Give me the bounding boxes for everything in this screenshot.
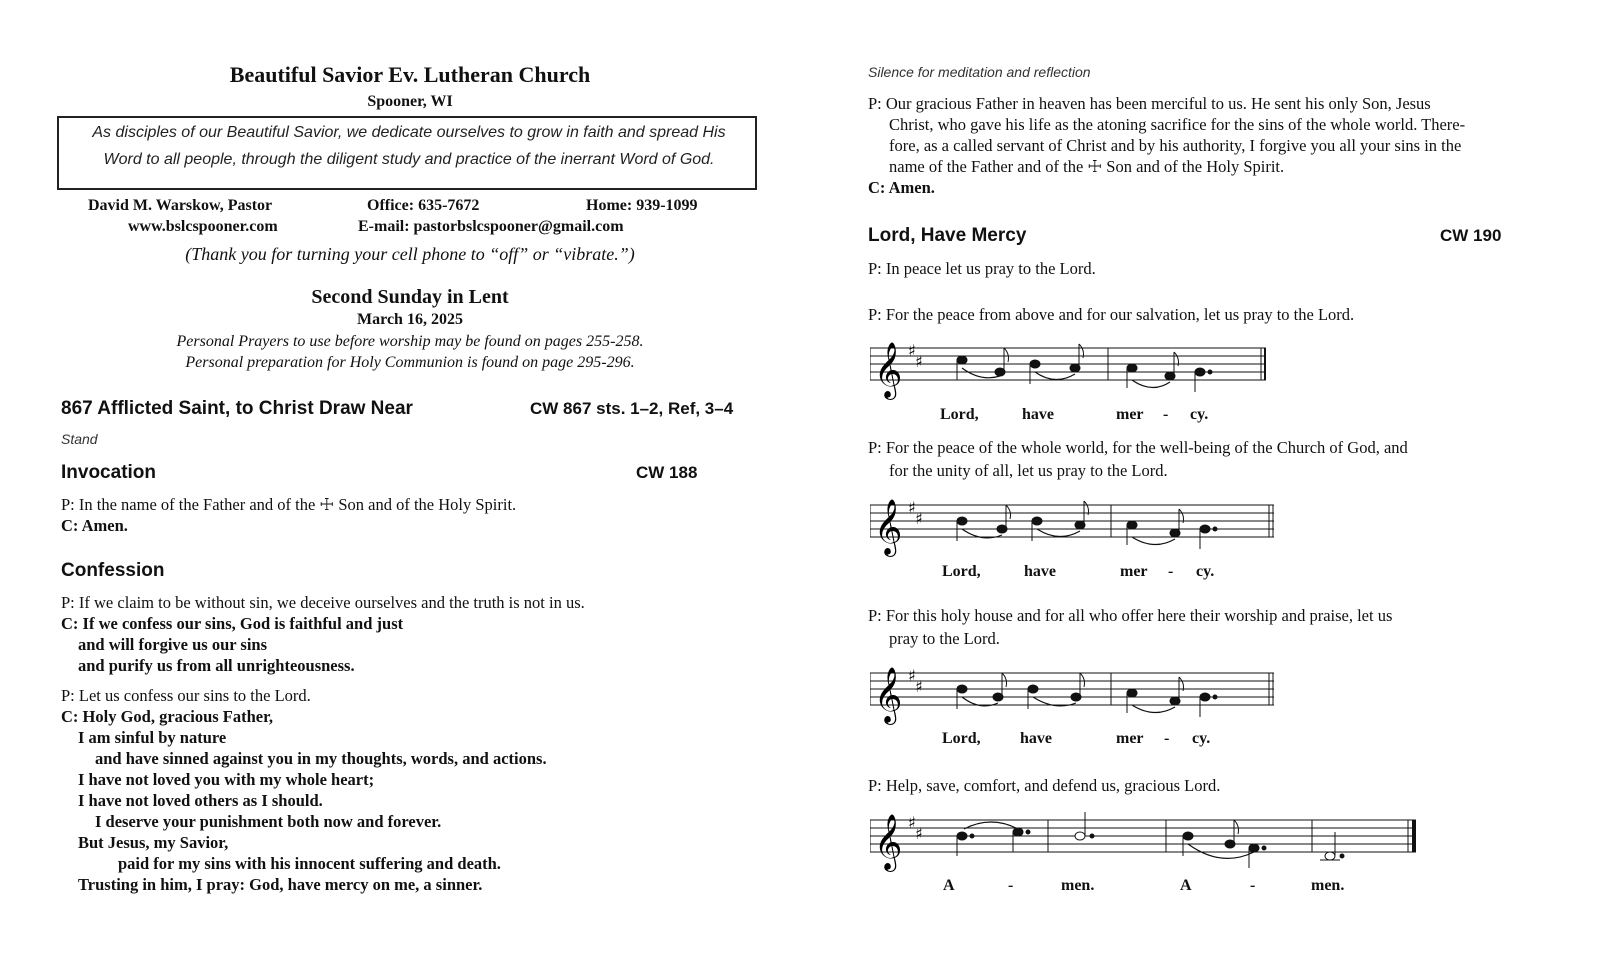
lyric-syllable: Lord, (942, 730, 981, 747)
treble-clef-icon: 𝄞 (874, 667, 903, 723)
website-link[interactable]: www.bslcspooner.com (128, 218, 278, 235)
congregation-line: But Jesus, my Savior, (78, 833, 229, 852)
pastor-line: pray to the Lord. (889, 629, 1000, 648)
congregation-line: Trusting in him, I pray: God, have mercy on me, a sinner. (78, 875, 483, 894)
pastor-line: P: For this holy house and for all who offer here their worship and praise, let us (868, 606, 1393, 625)
pastor-line: P: For the peace of the whole world, for the well-being of the Church of God, and (868, 438, 1408, 457)
pastor-line: Christ, who gave his life as the atoning sacrifice for the sins of the whole world. There- (889, 115, 1466, 134)
sharp-icon: ♯ (908, 341, 916, 360)
lyric-syllable: A (943, 877, 955, 894)
treble-clef-icon: 𝄞 (874, 814, 903, 870)
email-link[interactable]: E-mail: pastorbslcspooner@gmail.com (358, 218, 624, 235)
congregation-line: C: Amen. (868, 178, 935, 197)
kyrie-reference: CW 190 (1440, 226, 1502, 245)
lyric-syllable: men. (1061, 877, 1095, 894)
lyric-syllable: mer (1120, 563, 1148, 580)
congregation-line: I deserve your punishment both now and forever. (95, 812, 442, 831)
confession-heading: Confession (61, 560, 165, 581)
sharp-icon: ♯ (915, 509, 923, 528)
pastor-line: P: In peace let us pray to the Lord. (868, 259, 1096, 278)
pastor-line: for the unity of all, let us pray to the Lord. (889, 461, 1168, 480)
lyric-syllable: Lord, (940, 406, 979, 423)
invocation-reference: CW 188 (636, 463, 698, 482)
pastor-line: fore, as a called servant of Christ and by his authority, I forgive you all your sins in the (889, 136, 1462, 155)
service-title: Second Sunday in Lent (311, 286, 509, 308)
church-name: Beautiful Savior Ev. Lutheran Church (229, 62, 591, 87)
hymn-title: 867 Afflicted Saint, to Christ Draw Near (61, 398, 413, 419)
sharp-icon: ♯ (915, 677, 923, 696)
lyric-syllable: mer (1116, 730, 1144, 747)
lyric-syllable: - (1164, 730, 1170, 747)
congregation-line: and purify us from all unrighteousness. (78, 656, 355, 675)
mission-statement-box (57, 116, 757, 190)
sharp-icon: ♯ (908, 666, 916, 685)
lyric-syllable: - (1008, 877, 1014, 894)
lyric-syllable: men. (1311, 877, 1345, 894)
stand-rubric: Stand (61, 431, 98, 447)
pastor-line: P: Help, save, comfort, and defend us, gracious Lord. (868, 776, 1221, 795)
prep-note: Personal preparation for Holy Communion is found on page 295-296. (185, 354, 635, 371)
prep-note: Personal Prayers to use before worship may be found on pages 255-258. (176, 333, 644, 350)
congregation-line: and will forgive us our sins (78, 635, 268, 654)
mission-line: As disciples of our Beautiful Savior, we dedicate ourselves to grow in faith and spread His (92, 124, 726, 141)
congregation-line: I have not loved others as I should. (78, 791, 323, 810)
pastor-line: P: Let us confess our sins to the Lord. (61, 686, 311, 705)
lyric-syllable: have (1022, 406, 1054, 423)
invocation-heading: Invocation (61, 462, 157, 483)
mission-line: Word to all people, through the diligent study and practice of the inerrant Word of God. (103, 151, 715, 168)
congregation-line: C: Holy God, gracious Father, (61, 707, 274, 726)
lyric-syllable: cy. (1190, 406, 1209, 423)
treble-clef-icon: 𝄞 (874, 499, 903, 555)
congregation-line: paid for my sins with his innocent suffering and death. (118, 854, 501, 873)
lyric-syllable: - (1163, 406, 1169, 423)
pastor-line: P: Our gracious Father in heaven has been merciful to us. He sent his only Son, Jesus (868, 94, 1431, 113)
church-city: Spooner, WI (367, 93, 453, 110)
lyric-syllable: have (1020, 730, 1052, 747)
lyric-syllable: have (1024, 563, 1056, 580)
pastor-name: David M. Warskow, Pastor (88, 197, 273, 214)
service-date: March 16, 2025 (357, 311, 463, 328)
hymn-reference: CW 867 sts. 1–2, Ref, 3–4 (530, 399, 734, 418)
sharp-icon: ♯ (908, 813, 916, 832)
lyric-syllable: cy. (1196, 563, 1215, 580)
home-phone: Home: 939-1099 (586, 197, 698, 214)
congregation-line: C: If we confess our sins, God is faithful and just (61, 614, 404, 633)
music-staff-lord-have-mercy (870, 665, 1280, 755)
sharp-icon: ♯ (915, 824, 923, 843)
kyrie-heading: Lord, Have Mercy (868, 225, 1027, 246)
lyric-syllable: cy. (1192, 730, 1211, 747)
congregation-line: C: Amen. (61, 516, 128, 535)
pastor-line: P: For the peace from above and for our salvation, let us pray to the Lord. (868, 305, 1355, 324)
music-staff-lord-have-mercy (870, 340, 1270, 430)
lyric-syllable: - (1168, 563, 1174, 580)
music-staff-lord-have-mercy (870, 497, 1280, 587)
silence-rubric: Silence for meditation and reflection (868, 64, 1091, 80)
sharp-icon: ♯ (915, 352, 923, 371)
pastor-line: name of the Father and of the ☩ Son and of the Holy Spirit. (889, 157, 1285, 176)
congregation-line: I am sinful by nature (78, 728, 227, 747)
pastor-line: P: In the name of the Father and of the ☩ Son and of the Holy Spirit. (61, 495, 517, 514)
treble-clef-icon: 𝄞 (874, 342, 903, 398)
lyric-syllable: A (1180, 877, 1192, 894)
lyric-syllable: - (1250, 877, 1256, 894)
lyric-syllable: mer (1116, 406, 1144, 423)
congregation-line: and have sinned against you in my thoughts, words, and actions. (95, 749, 547, 768)
lyric-syllable: Lord, (942, 563, 981, 580)
sharp-icon: ♯ (908, 498, 916, 517)
congregation-line: I have not loved you with my whole heart; (78, 770, 375, 789)
cell-phone-note: (Thank you for turning your cell phone to “off” or “vibrate.”) (185, 244, 635, 264)
office-phone: Office: 635-7672 (367, 197, 480, 214)
pastor-line: P: If we claim to be without sin, we deceive ourselves and the truth is not in us. (61, 593, 585, 612)
